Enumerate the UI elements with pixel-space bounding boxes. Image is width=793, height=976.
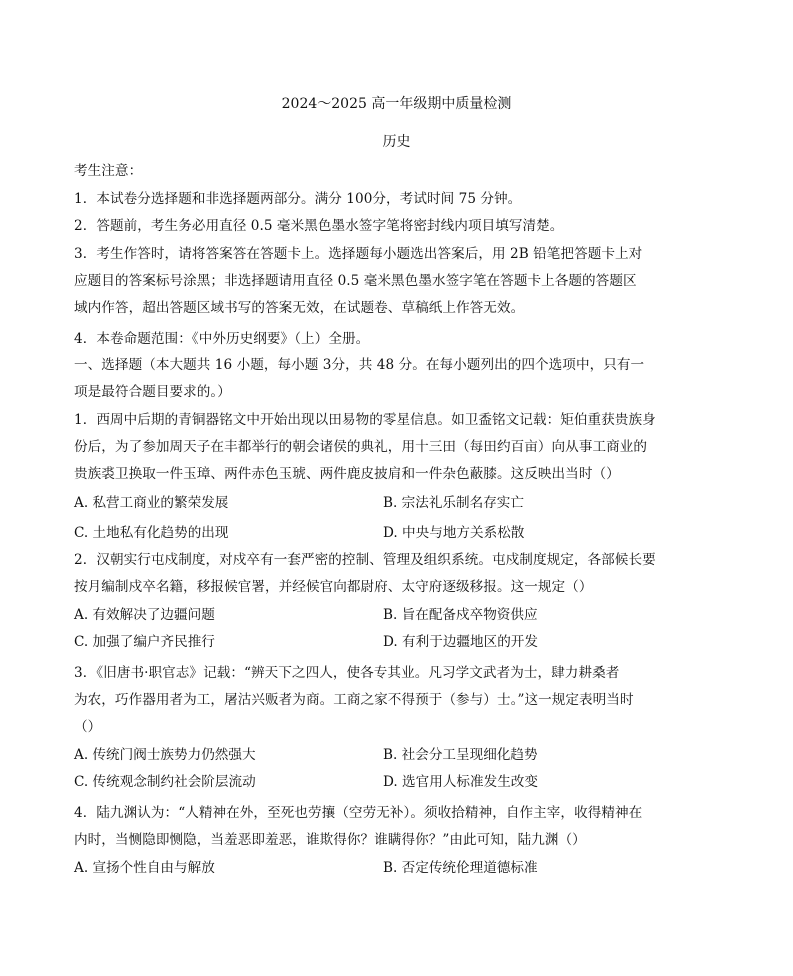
question-1-option-a: A. 私营工商业的繁荣发展 [74, 495, 229, 511]
notice-label: 考生注意： [74, 163, 143, 179]
notice-item-3-line-3: 域内作答，超出答题区域书写的答案无效，在试题卷、草稿纸上作答无效。 [74, 300, 525, 316]
question-4-line-1: 4．陆九渊认为：“人精神在外，至死也劳攘（空劳无补）。须收拾精神，自作主宰，收得精神在 [74, 805, 643, 821]
question-3-line-2: 为农，巧作器用者为工，屠沽兴贩者为商。工商之家不得预于（参与）士。”这一规定表明当时 [74, 692, 634, 708]
section-1-heading-line-1: 一、选择题（本大题共 16 小题，每小题 3分，共 48 分。在每小题列出的四个选项中，只有一 [74, 357, 645, 373]
exam-title: 2024～2025 高一年级期中质量检测 [281, 96, 512, 112]
question-2-option-b: B. 旨在配备戍卒物资供应 [383, 607, 538, 623]
question-1-option-b: B. 宗法礼乐制名存实亡 [383, 495, 524, 511]
question-1-line-1: 1．西周中后期的青铜器铭文中开始出现以田易物的零星信息。如卫盉铭文记载：矩伯重获贵族身 [74, 412, 656, 428]
question-2-option-d: D. 有利于边疆地区的开发 [383, 634, 538, 650]
exam-subject: 历史 [382, 134, 411, 150]
question-3-line-1: 3．《旧唐书·职官志》记载：“辨天下之四人，使各专其业。凡习学文武者为士，肆力耕桑者 [74, 665, 620, 681]
notice-item-3-line-1: 3．考生作答时，请将答案答在答题卡上。选择题每小题选出答案后，用 2B 铅笔把答题卡上对 [74, 246, 643, 262]
notice-item-4: 4．本卷命题范围：《中外历史纲要》（上）全册。 [74, 331, 370, 347]
question-1-option-c: C. 土地私有化趋势的出现 [74, 525, 229, 541]
question-4-option-a: A. 宣扬个性自由与解放 [74, 860, 215, 876]
question-4-line-2: 内时，当恻隐即恻隐，当羞恶即羞恶，谁欺得你？谁瞒得你？”由此可知，陆九渊（） [74, 832, 586, 848]
question-2-line-1: 2．汉朝实行屯戍制度，对戍卒有一套严密的控制、管理及组织系统。屯戍制度规定，各部候长要 [74, 552, 656, 568]
question-2-option-c: C. 加强了编户齐民推行 [74, 634, 215, 650]
question-3-option-d: D. 选官用人标准发生改变 [383, 774, 538, 790]
section-1-heading-line-2: 项是最符合题目要求的。） [74, 384, 231, 400]
question-1-line-3: 贵族裘卫换取一件玉璋、两件赤色玉琥、两件鹿皮披肩和一件杂色蔽膝。这反映出当时（） [74, 466, 620, 482]
notice-item-2: 2．答题前，考生务必用直径 0.5 毫米黑色墨水签字笔将密封线内项目填写清楚。 [74, 218, 564, 234]
question-1-option-d: D. 中央与地方关系松散 [383, 525, 525, 541]
question-2-line-2: 按月编制戍卒名籍，移报候官署，并经候官向都尉府、太守府逐级移报。这一规定（） [74, 579, 593, 595]
question-1-line-2: 份后，为了参加周天子在丰都举行的朝会诸侯的典礼，用十三田（每田约百亩）向从事工商业的 [74, 439, 648, 455]
question-3-line-3: （） [74, 719, 102, 735]
notice-item-3-line-2: 应题目的答案标号涂黑；非选择题请用直径 0.5 毫米黑色墨水签字笔在答题卡上各题的答题区 [74, 273, 637, 289]
notice-item-1: 1．本试卷分选择题和非选择题两部分。满分 100分，考试时间 75 分钟。 [74, 191, 522, 207]
question-2-option-a: A. 有效解决了边疆问题 [74, 607, 215, 623]
question-3-option-a: A. 传统门阀士族势力仍然强大 [74, 747, 256, 763]
question-4-option-b: B. 否定传统伦理道德标准 [383, 860, 538, 876]
question-3-option-c: C. 传统观念制约社会阶层流动 [74, 774, 256, 790]
question-3-option-b: B. 社会分工呈现细化趋势 [383, 747, 538, 763]
